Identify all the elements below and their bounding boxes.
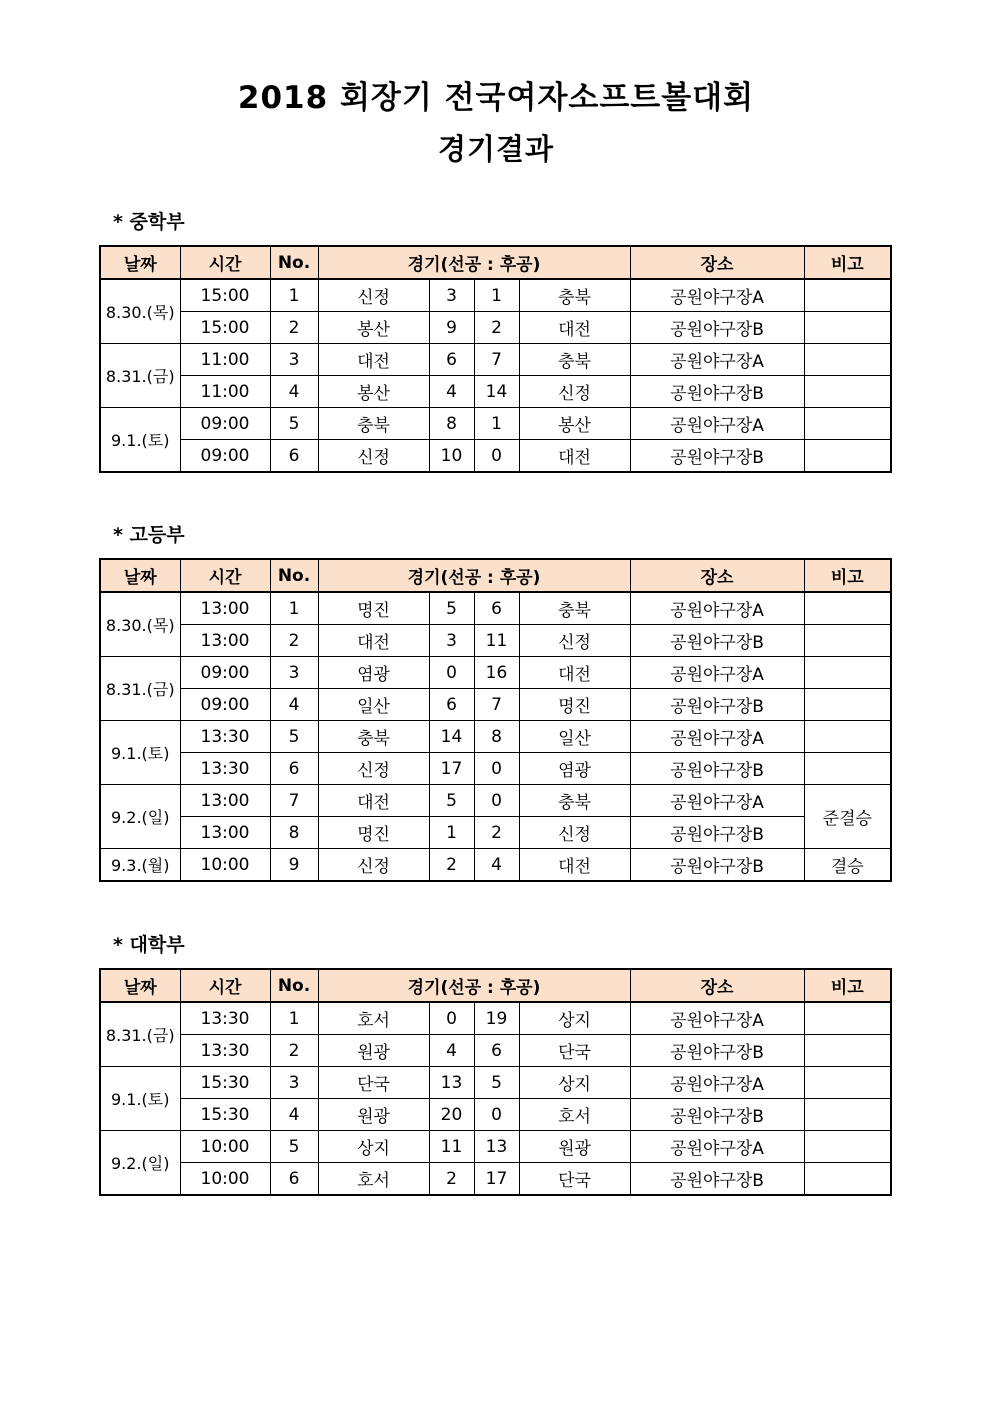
page-title: 2018 회장기 전국여자소프트볼대회: [237, 80, 755, 116]
home-score: 6: [429, 344, 474, 376]
away-team: 신정: [519, 817, 630, 849]
venue-cell: 공원야구장A: [630, 657, 804, 689]
table-row: [100, 592, 891, 625]
game-number: 6: [270, 440, 318, 473]
home-score: 14: [429, 721, 474, 753]
home-score: 10: [429, 440, 474, 473]
game-number: 3: [270, 657, 318, 689]
date-cell: 8.30.(목): [100, 592, 180, 657]
away-score: 1: [474, 279, 519, 312]
away-team: 충북: [519, 785, 630, 817]
away-score: 2: [474, 817, 519, 849]
away-team: 대전: [519, 312, 630, 344]
table-row: [100, 689, 891, 721]
game-number: 4: [270, 376, 318, 408]
venue-cell: 공원야구장A: [630, 1002, 804, 1035]
away-score: 6: [474, 592, 519, 625]
header-match: 경기(선공 : 후공): [318, 559, 630, 592]
game-number: 2: [270, 1035, 318, 1067]
away-score: 8: [474, 721, 519, 753]
venue-cell: 공원야구장B: [630, 817, 804, 849]
home-score: 2: [429, 1163, 474, 1196]
note-cell: [804, 721, 891, 753]
game-number: 1: [270, 1002, 318, 1035]
away-score: 13: [474, 1131, 519, 1163]
header-note: 비고: [804, 246, 891, 279]
home-score: 0: [429, 657, 474, 689]
results-table-middle-school: [99, 245, 892, 473]
game-number: 1: [270, 592, 318, 625]
home-score: 20: [429, 1099, 474, 1131]
table-row: [100, 440, 891, 473]
home-team: 대전: [318, 625, 429, 657]
venue-cell: 공원야구장B: [630, 753, 804, 785]
table-row: [100, 408, 891, 440]
note-cell: 결승: [804, 849, 891, 882]
table-row: [100, 849, 891, 882]
venue-cell: 공원야구장B: [630, 689, 804, 721]
home-score: 13: [429, 1067, 474, 1099]
game-number: 5: [270, 408, 318, 440]
table-row: [100, 753, 891, 785]
note-cell: [804, 344, 891, 376]
away-team: 염광: [519, 753, 630, 785]
home-team: 충북: [318, 721, 429, 753]
away-score: 1: [474, 408, 519, 440]
home-team: 상지: [318, 1131, 429, 1163]
note-cell: [804, 625, 891, 657]
header-row: [100, 246, 891, 279]
table-row: [100, 785, 891, 817]
game-number: 2: [270, 312, 318, 344]
away-score: 0: [474, 753, 519, 785]
note-cell: [804, 753, 891, 785]
game-number: 7: [270, 785, 318, 817]
date-cell: 9.2.(일): [100, 1131, 180, 1196]
time-cell: 13:30: [180, 721, 270, 753]
note-cell: [804, 1099, 891, 1131]
venue-cell: 공원야구장B: [630, 440, 804, 473]
time-cell: 11:00: [180, 376, 270, 408]
table-row: [100, 657, 891, 689]
note-cell: [804, 312, 891, 344]
venue-cell: 공원야구장A: [630, 721, 804, 753]
home-score: 3: [429, 279, 474, 312]
header-date: 날짜: [100, 246, 180, 279]
header-time: 시간: [180, 559, 270, 592]
header-venue: 장소: [630, 559, 804, 592]
header-row: [100, 559, 891, 592]
venue-cell: 공원야구장B: [630, 1035, 804, 1067]
time-cell: 09:00: [180, 657, 270, 689]
table-row: [100, 1131, 891, 1163]
table-row: [100, 1099, 891, 1131]
home-team: 봉산: [318, 376, 429, 408]
time-cell: 09:00: [180, 689, 270, 721]
time-cell: 13:30: [180, 1035, 270, 1067]
away-score: 7: [474, 689, 519, 721]
away-team: 원광: [519, 1131, 630, 1163]
home-score: 9: [429, 312, 474, 344]
game-number: 3: [270, 1067, 318, 1099]
table-row: [100, 625, 891, 657]
home-score: 4: [429, 1035, 474, 1067]
home-score: 0: [429, 1002, 474, 1035]
section-title-middle-school: * 중학부: [113, 211, 185, 233]
date-cell: 9.1.(토): [100, 1067, 180, 1131]
home-team: 신정: [318, 849, 429, 882]
time-cell: 13:30: [180, 1002, 270, 1035]
time-cell: 10:00: [180, 1163, 270, 1196]
time-cell: 13:00: [180, 592, 270, 625]
date-cell: 9.1.(토): [100, 408, 180, 473]
venue-cell: 공원야구장B: [630, 1163, 804, 1196]
venue-cell: 공원야구장A: [630, 592, 804, 625]
away-team: 대전: [519, 657, 630, 689]
venue-cell: 공원야구장B: [630, 849, 804, 882]
away-team: 명진: [519, 689, 630, 721]
home-team: 일산: [318, 689, 429, 721]
header-match: 경기(선공 : 후공): [318, 969, 630, 1002]
time-cell: 13:00: [180, 817, 270, 849]
note-cell: [804, 1002, 891, 1035]
away-team: 신정: [519, 625, 630, 657]
table-row: [100, 1035, 891, 1067]
game-number: 4: [270, 689, 318, 721]
page-subtitle: 경기결과: [437, 132, 555, 166]
away-score: 0: [474, 785, 519, 817]
home-score: 17: [429, 753, 474, 785]
away-score: 0: [474, 1099, 519, 1131]
home-score: 4: [429, 376, 474, 408]
away-score: 19: [474, 1002, 519, 1035]
venue-cell: 공원야구장B: [630, 625, 804, 657]
note-cell: [804, 592, 891, 625]
away-team: 충북: [519, 592, 630, 625]
home-team: 봉산: [318, 312, 429, 344]
away-score: 16: [474, 657, 519, 689]
section-title-university: * 대학부: [113, 934, 185, 956]
venue-cell: 공원야구장B: [630, 1099, 804, 1131]
time-cell: 13:30: [180, 753, 270, 785]
header-venue: 장소: [630, 969, 804, 1002]
time-cell: 09:00: [180, 408, 270, 440]
home-team: 호서: [318, 1163, 429, 1196]
header-date: 날짜: [100, 969, 180, 1002]
away-score: 4: [474, 849, 519, 882]
away-score: 6: [474, 1035, 519, 1067]
game-number: 5: [270, 721, 318, 753]
home-team: 원광: [318, 1035, 429, 1067]
header-row: [100, 969, 891, 1002]
home-team: 신정: [318, 279, 429, 312]
home-team: 충북: [318, 408, 429, 440]
date-cell: 8.31.(금): [100, 1002, 180, 1067]
results-table-high-school: [99, 558, 892, 882]
header-no: No.: [270, 246, 318, 279]
away-score: 5: [474, 1067, 519, 1099]
venue-cell: 공원야구장A: [630, 408, 804, 440]
venue-cell: 공원야구장B: [630, 312, 804, 344]
game-number: 4: [270, 1099, 318, 1131]
note-cell: [804, 1163, 891, 1196]
time-cell: 13:00: [180, 625, 270, 657]
note-cell: [804, 1131, 891, 1163]
home-team: 원광: [318, 1099, 429, 1131]
home-team: 신정: [318, 753, 429, 785]
date-cell: 9.2.(일): [100, 785, 180, 849]
time-cell: 09:00: [180, 440, 270, 473]
game-number: 3: [270, 344, 318, 376]
home-team: 단국: [318, 1067, 429, 1099]
table-row: [100, 1002, 891, 1035]
table-row: [100, 1163, 891, 1196]
away-score: 0: [474, 440, 519, 473]
date-cell: 8.30.(목): [100, 279, 180, 344]
table-row: [100, 817, 891, 849]
away-score: 2: [474, 312, 519, 344]
table-row: [100, 721, 891, 753]
time-cell: 10:00: [180, 849, 270, 882]
home-score: 6: [429, 689, 474, 721]
away-team: 단국: [519, 1035, 630, 1067]
away-score: 14: [474, 376, 519, 408]
header-venue: 장소: [630, 246, 804, 279]
table-row: [100, 279, 891, 312]
away-team: 단국: [519, 1163, 630, 1196]
game-number: 5: [270, 1131, 318, 1163]
away-team: 상지: [519, 1002, 630, 1035]
note-cell: [804, 376, 891, 408]
venue-cell: 공원야구장A: [630, 1131, 804, 1163]
results-table-university: [99, 968, 892, 1196]
away-team: 일산: [519, 721, 630, 753]
away-team: 상지: [519, 1067, 630, 1099]
game-number: 9: [270, 849, 318, 882]
game-number: 8: [270, 817, 318, 849]
time-cell: 15:00: [180, 279, 270, 312]
away-score: 17: [474, 1163, 519, 1196]
time-cell: 10:00: [180, 1131, 270, 1163]
home-team: 대전: [318, 344, 429, 376]
home-team: 염광: [318, 657, 429, 689]
table-row: [100, 1067, 891, 1099]
home-score: 8: [429, 408, 474, 440]
note-cell: [804, 440, 891, 473]
home-score: 5: [429, 592, 474, 625]
venue-cell: 공원야구장A: [630, 279, 804, 312]
time-cell: 15:30: [180, 1099, 270, 1131]
note-cell: [804, 1067, 891, 1099]
home-score: 3: [429, 625, 474, 657]
game-number: 6: [270, 753, 318, 785]
home-score: 5: [429, 785, 474, 817]
header-note: 비고: [804, 969, 891, 1002]
game-number: 2: [270, 625, 318, 657]
away-score: 11: [474, 625, 519, 657]
away-team: 호서: [519, 1099, 630, 1131]
away-team: 대전: [519, 849, 630, 882]
date-cell: 8.31.(금): [100, 657, 180, 721]
time-cell: 15:30: [180, 1067, 270, 1099]
note-cell: 준결승: [804, 785, 891, 849]
header-note: 비고: [804, 559, 891, 592]
header-date: 날짜: [100, 559, 180, 592]
away-team: 충북: [519, 344, 630, 376]
game-number: 6: [270, 1163, 318, 1196]
venue-cell: 공원야구장A: [630, 785, 804, 817]
note-cell: [804, 408, 891, 440]
header-time: 시간: [180, 246, 270, 279]
home-team: 대전: [318, 785, 429, 817]
date-cell: 9.1.(토): [100, 721, 180, 785]
time-cell: 15:00: [180, 312, 270, 344]
date-cell: 9.3.(월): [100, 849, 180, 882]
header-no: No.: [270, 559, 318, 592]
header-time: 시간: [180, 969, 270, 1002]
home-team: 명진: [318, 817, 429, 849]
venue-cell: 공원야구장A: [630, 1067, 804, 1099]
away-team: 대전: [519, 440, 630, 473]
away-team: 충북: [519, 279, 630, 312]
note-cell: [804, 657, 891, 689]
section-title-high-school: * 고등부: [113, 524, 185, 546]
table-row: [100, 376, 891, 408]
home-score: 2: [429, 849, 474, 882]
note-cell: [804, 1035, 891, 1067]
venue-cell: 공원야구장A: [630, 344, 804, 376]
home-team: 호서: [318, 1002, 429, 1035]
away-score: 7: [474, 344, 519, 376]
time-cell: 13:00: [180, 785, 270, 817]
note-cell: [804, 279, 891, 312]
date-cell: 8.31.(금): [100, 344, 180, 408]
away-team: 봉산: [519, 408, 630, 440]
note-cell: [804, 689, 891, 721]
home-score: 1: [429, 817, 474, 849]
table-row: [100, 344, 891, 376]
header-no: No.: [270, 969, 318, 1002]
home-team: 신정: [318, 440, 429, 473]
table-row: [100, 312, 891, 344]
home-team: 명진: [318, 592, 429, 625]
home-score: 11: [429, 1131, 474, 1163]
away-team: 신정: [519, 376, 630, 408]
game-number: 1: [270, 279, 318, 312]
time-cell: 11:00: [180, 344, 270, 376]
venue-cell: 공원야구장B: [630, 376, 804, 408]
header-match: 경기(선공 : 후공): [318, 246, 630, 279]
